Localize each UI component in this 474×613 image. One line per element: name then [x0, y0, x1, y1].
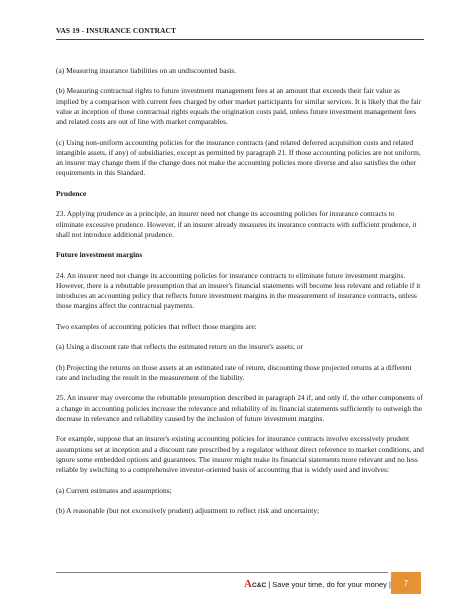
paragraph: (b) Measuring contractual rights to future investment management fees at an amount that exceeds their fair value as implied by a comparison with current fees charged by other market participants for similar services. It is likely that the fair value at inception of those contractual rights equals the origination costs paid, unless future investment management fees and related costs are out of line with market comparables.	[56, 86, 422, 127]
paragraph: 25. An insurer may overcome the rebuttable presumption described in paragraph 24 if, and only if, the other components of a change in accounting policies increase the relevance and reliability of its financial statements sufficiently to outweigh the decrease in relevance and reliability caused by the inclusion of future investment margins.	[56, 393, 423, 423]
document-body	[56, 66, 424, 526]
paragraph: (a) Current estimates and assumptions;	[56, 485, 172, 495]
paragraph: (a) Using a discount rate that reflects the estimated return on the insurer's assets; or	[56, 342, 304, 352]
footer-slogan: | Save your time, do for your money |	[268, 579, 391, 589]
paragraph: (c) Using non-uniform accounting policies for the insurance contracts (and related deferred acquisition costs and related intangible assets, if any) of subsidiaries, except as permitted by paragraph 21. If those accounting policies are not uniform, an insurer may change them if the change does not make the accounting policies more diverse and also satisfies the other requirements in this Standard.	[56, 137, 421, 178]
company-logo	[244, 579, 266, 590]
paragraph: 23. Applying prudence as a principle, an insurer need not change its accounting policies for insurance contracts to eliminate excessive prudence. However, if an insurer already measures its insurance contracts with sufficient prudence, it shall not introduce additional prudence.	[56, 209, 417, 239]
logo-letter: A	[244, 577, 252, 590]
page-number: 7	[403, 578, 409, 588]
footer-divider	[56, 572, 388, 573]
paragraph: (a) Measuring insurance liabilities on an undiscounted basis.	[56, 66, 237, 75]
paragraph: (b) Projecting the returns on those assets at an estimated rate of return, discounting those projected returns at a different rate and including the result in the measurement of the liability.	[56, 362, 412, 382]
paragraph: Two examples of accounting policies that reflect those margins are:	[56, 321, 257, 331]
footer-slogan-bar	[244, 577, 391, 591]
paragraph: 24. An insurer need not change its accounting policies for insurance contracts to eliminate future investment margins. However, there is a rebuttable presumption that an insurer's financial statements will become less relevant and reliable if it introduces an accounting policy that reflects future investment margins in the measurement of insurance contracts, unless those margins affect the contractual payments.	[56, 270, 421, 311]
page-number-badge	[391, 572, 421, 594]
paragraph: (b) A reasonable (but not excessively prudent) adjustment to reflect risk and uncertainty;	[56, 505, 320, 515]
logo-text: C&C	[251, 581, 267, 589]
section-heading-prudence: Prudence	[56, 188, 87, 198]
paragraph: For example, suppose that an insurer's existing accounting policies for insurance contracts involve excessively prudent assumptions set at inception and a discount rate prescribed by a regulator without direct reference to market conditions, and ignore some embedded options and guarantees. The insurer might make its financial statements more relevant and no less reliable by switching to a comprehensive investor-oriented basis of accounting that is widely used and involves:	[56, 434, 424, 475]
document-header-title: VAS 19 - INSURANCE CONTRACT	[56, 26, 177, 35]
section-heading-future-investment-margins: Future investment margins	[56, 250, 143, 260]
header-divider	[56, 39, 424, 40]
